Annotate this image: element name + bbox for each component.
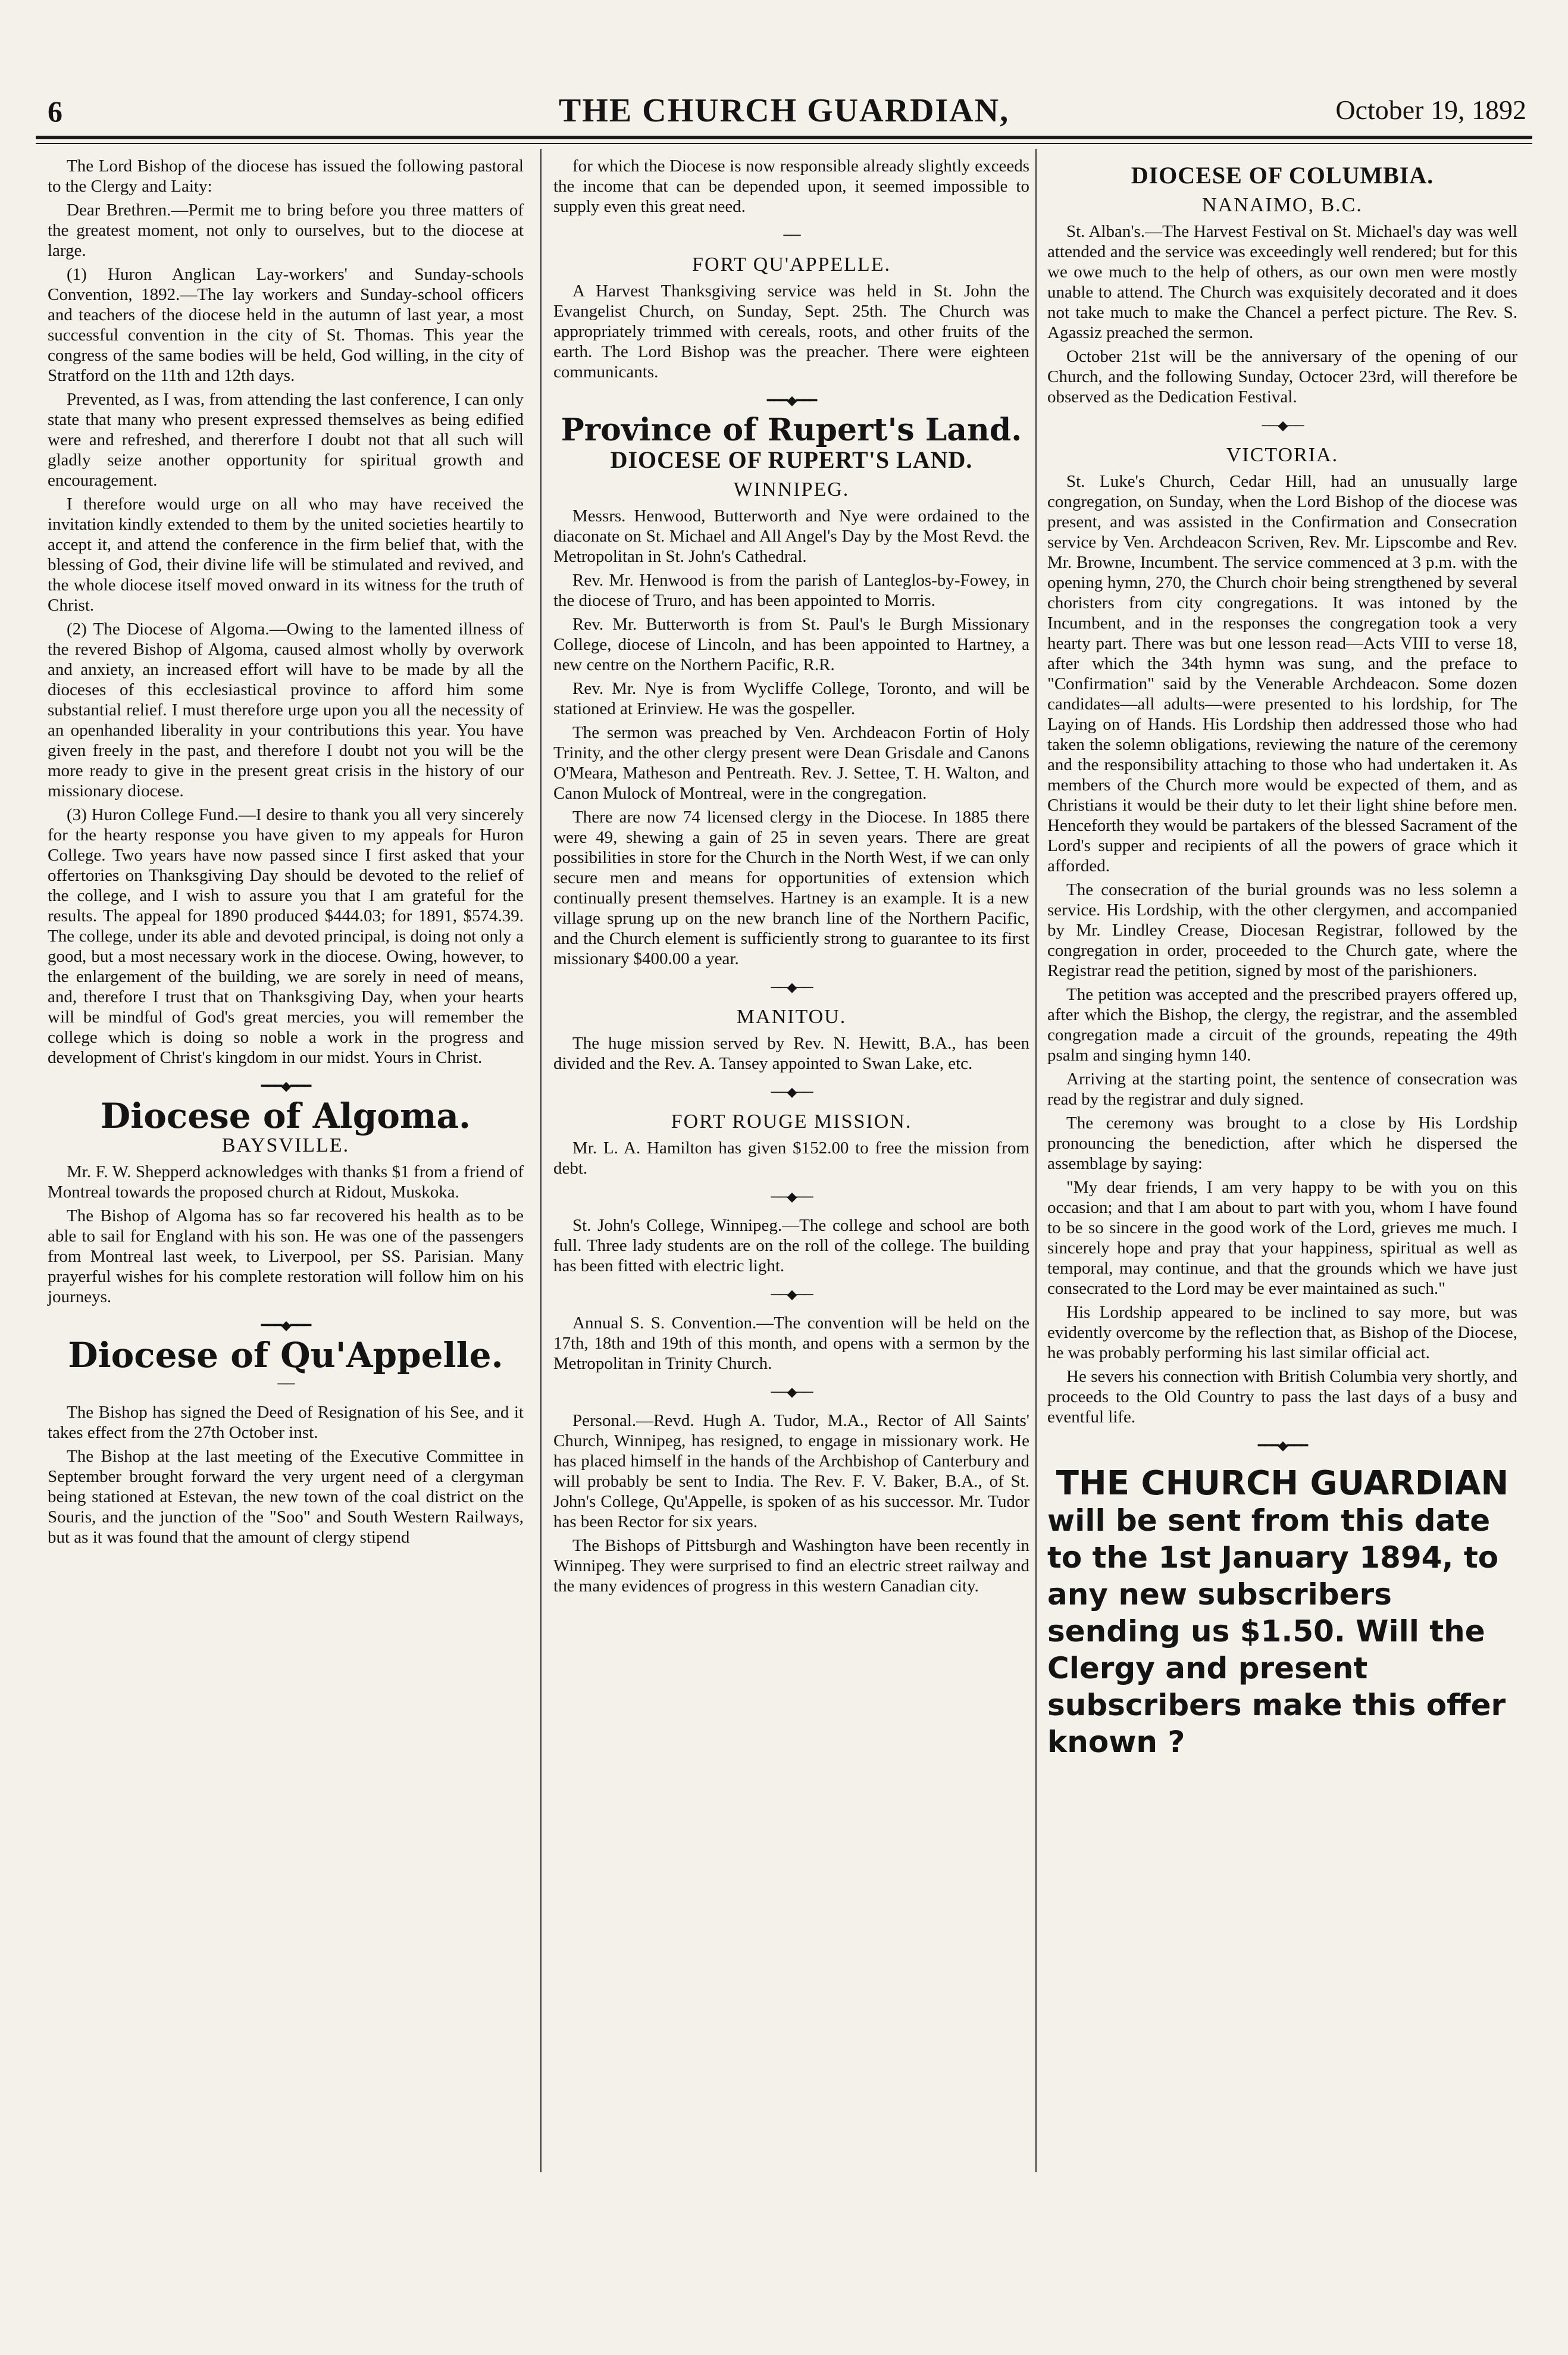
article-paragraph: October 21st will be the anniversary of the opening of our Church, and the following Sunday, Octocer 23rd, will therefore be observed as the Dedication Festival. bbox=[1047, 347, 1517, 406]
issue-date: October 19, 1892 bbox=[1335, 95, 1526, 125]
ornament-divider: ━━━◆━━━ bbox=[1257, 1438, 1307, 1453]
article-paragraph: The Bishops of Pittsburgh and Washington have been recently in Winnipeg. They were surprised to find an electric street railway and the many evidences of progress in this western Canadian city. bbox=[553, 1536, 1029, 1596]
subheading-fort-rouge: FORT ROUGE MISSION. bbox=[671, 1111, 912, 1133]
subheading-victoria: VICTORIA. bbox=[1226, 444, 1339, 466]
article-paragraph: The petition was accepted and the prescribed prayers offered up, after which the Bishop, the clergy, the registrar, and the assembled congregation made a circuit of the grounds, repeating the 49th psalm and singing hymn 140. bbox=[1047, 985, 1517, 1065]
article-paragraph: St. Luke's Church, Cedar Hill, had an unusually large congregation, on Sunday, when the Lord Bishop of the diocese was present, and was assisted in the Confirmation and Consecration service by Ven. Archdeacon Scriven, Rev. Mr. Lipscombe and Rev. Mr. Browne, Incumbent. The service commenced at 3 p.m. with the opening hymn, 270, the Church choir being strengthened by several choristers from city congregations. It was intoned by the Incumbent, and in the responses the congregation took a very hearty part. There was but one lesson read—Acts VIII to verse 18, after which the 34th hymn was sung, and the preface to "Confirmation" said by the Venerable Archdeacon. Some dozen candidates—all adults—were presented to his lordship, for The Laying on of Hands. His Lordship then addressed those who had taken the solemn obligations, reviewing the nature of the ceremony and the responsibility attaching to those who had undertaken it. As members of the Church more would be expected of them, and as Christians it would be their duty to let their light shine before men. Henceforth they would be partakers of the blessed Sacrament of the Lord's supper and recipients of all the powers of grace which it afforded. bbox=[1047, 472, 1517, 875]
section-heading-ruperts-land: DIOCESE OF RUPERT'S LAND. bbox=[610, 446, 973, 473]
column-divider bbox=[1035, 149, 1037, 2172]
article-paragraph: His Lordship appeared to be inclined to say more, but was evidently overcome by the reflection that, as Bishop of the Diocese, he was probably performing his last similar official act. bbox=[1047, 1303, 1517, 1362]
subheading-manitou: MANITOU. bbox=[736, 1006, 847, 1028]
column-divider bbox=[540, 149, 542, 2172]
ornament-divider: ──◆── bbox=[771, 1287, 812, 1302]
newspaper-title: THE CHURCH GUARDIAN, bbox=[558, 92, 1010, 129]
ornament-divider: ──◆── bbox=[771, 1189, 812, 1204]
ornament-divider: ──◆── bbox=[1262, 418, 1303, 433]
subscription-advertisement bbox=[1047, 1465, 1517, 1760]
article-paragraph: The ceremony was brought to a close by His Lordship pronouncing the benediction, after which he dispersed the assemblage by saying: bbox=[1047, 1114, 1517, 1173]
article-paragraph: I therefore would urge on all who may have received the invitation kindly extended to them by the united societies heartily to accept it, and attend the conference in the firm belief that, with the blessing of God, their divine life will be stimulated and revived, and the whole diocese itself moved onward in its witness for the truth of Christ. bbox=[48, 495, 524, 615]
article-paragraph: There are now 74 licensed clergy in the Diocese. In 1885 there were 49, shewing a gain of 25 in seven years. There are great possibilities in store for the Church in the North West, if we can only secure men and means for opportunities of extension which continually present themselves. Hartney is an example. It is a new village sprung up on the new branch line of the Northern Pacific, and the Church element is sufficiently strong to guarantee to its first missionary $400.00 a year. bbox=[553, 808, 1029, 968]
ornament-divider: ──◆── bbox=[771, 980, 812, 994]
article-paragraph: St. John's College, Winnipeg.—The college and school are both full. Three lady students are on the roll of the college. The building has been fitted with electric light. bbox=[553, 1216, 1029, 1275]
masthead-rule-thin bbox=[36, 143, 1532, 144]
ornament-divider: ━━━◆━━━ bbox=[261, 1318, 311, 1333]
ornament-divider: ── bbox=[783, 227, 800, 242]
subheading-baysville: BAYSVILLE. bbox=[221, 1134, 350, 1156]
article-paragraph: Rev. Mr. Nye is from Wycliffe College, Toronto, and will be stationed at Erinview. He was the gospeller. bbox=[553, 679, 1029, 718]
article-paragraph: The huge mission served by Rev. N. Hewitt, B.A., has been divided and the Rev. A. Tansey appointed to Swan Lake, etc. bbox=[553, 1034, 1029, 1073]
article-paragraph: The Bishop at the last meeting of the Executive Committee in September brought forward the very urgent need of a clergyman being stationed at Estevan, the new town of the coal district on the Souris, and the junction of the "Soo" and South Western Railways, but as it was found that the amount of clergy stipend bbox=[48, 1447, 524, 1547]
ad-headline: THE CHURCH GUARDIAN bbox=[1056, 1464, 1509, 1503]
subheading-nanaimo: NANAIMO, B.C. bbox=[1202, 194, 1363, 216]
masthead-rule bbox=[36, 136, 1532, 139]
column-3 bbox=[1047, 156, 1517, 1760]
article-paragraph: Rev. Mr. Butterworth is from St. Paul's le Burgh Missionary College, diocese of Lincoln, and has been appointed to Hartney, a new centre on the Northern Pacific, R.R. bbox=[553, 615, 1029, 674]
article-paragraph: He severs his connection with British Columbia very shortly, and proceeds to the Old Country to pass the last days of a busy and eventful life. bbox=[1047, 1367, 1517, 1427]
section-heading-quappelle: Diocese of Qu'Appelle. bbox=[68, 1335, 503, 1375]
article-paragraph: Mr. F. W. Shepperd acknowledges with thanks $1 from a friend of Montreal towards the proposed church at Ridout, Muskoka. bbox=[48, 1162, 524, 1202]
article-paragraph: Prevented, as I was, from attending the last conference, I can only state that many who present expressed themselves as being edified were and refreshed, and thererfore I doubt not that all such will gladly seize another opportunity for spiritual growth and encouragement. bbox=[48, 390, 524, 490]
article-paragraph: St. Alban's.—The Harvest Festival on St. Michael's day was well attended and the service was exceedingly well rendered; but for this we owe much to the help of others, as our own men were mostly unable to attend. The Church was exquisitely decorated and it does not take much to make the Chancel a perfect picture. The Rev. S. Agassiz preached the sermon. bbox=[1047, 222, 1517, 342]
article-paragraph: (3) Huron College Fund.—I desire to thank you all very sincerely for the hearty response you have given to my appeals for Huron College. Two years have now passed since I first asked that your offertories on Thanksgiving Day should be devoted to the relief of the college, and I wish to assure you that I am grateful for the results. The appeal for 1890 produced $444.03; for 1891, $574.39. The college, under its able and devoted principal, is doing not only a good, but a most necessary work in the diocese. Owing, however, to the enlargement of the building, we are sorely in need of means, and, therefore I trust that on Thanksgiving Day, when your hearts will be mindful of God's great mercies, you will remember the college which is doing so noble a work in the progress and development of Christ's kingdom in our midst. Yours in Christ. bbox=[48, 805, 524, 1067]
ornament-divider: ━━━◆━━━ bbox=[766, 393, 816, 408]
article-paragraph: A Harvest Thanksgiving service was held in St. John the Evangelist Church, on Sunday, Sept. 25th. The Church was appropriately trimmed with cereals, roots, and other fruits of the earth. The Lord Bishop was the preacher. There were eighteen communicants. bbox=[553, 282, 1029, 381]
section-heading-province: Province of Rupert's Land. bbox=[561, 412, 1022, 448]
article-paragraph: (2) The Diocese of Algoma.—Owing to the lamented illness of the revered Bishop of Algoma, caused almost wholly by overwork and anxiety, an increased effort will have to be made by all the dioceses of this ecclesiastical province to afford him some substantial relief. I must therefore urge upon you all the necessity of an openhanded liberality in your contributions this year. You have given freely in the past, and therefore I doubt not you will be the more ready to give in the present great crisis in the history of our missionary diocese. bbox=[48, 620, 524, 800]
newspaper-page bbox=[36, 0, 1532, 2355]
article-paragraph: "My dear friends, I am very happy to be with you on this occasion; and that I am about to part with you, whom I have found to be so sincere in the good work of the Lord, grieves me much. I sincerely hope and pray that your happiness, spiritual as well as temporal, may continue, and that the grounds which we have just consecrated to the Lord may be ever maintained as such." bbox=[1047, 1178, 1517, 1298]
article-paragraph: The consecration of the burial grounds was no less solemn a service. His Lordship, with the other clergymen, and accompanied by Mr. Lindley Crease, Diocesan Registrar, followed by the congregation in order, proceeded to the Church gate, where the Registrar read the petition, signed by most of the parishioners. bbox=[1047, 880, 1517, 980]
article-paragraph: for which the Diocese is now responsible already slightly exceeds the income that can be depended upon, it seemed impossible to supply even this great need. bbox=[553, 157, 1029, 216]
ad-body: will be sent from this date to the 1st January 1894, to any new subscribers sending us $1.50. Will the Clergy and present subscribers make this offer known ? bbox=[1047, 1503, 1506, 1759]
article-paragraph: Personal.—Revd. Hugh A. Tudor, M.A., Rector of All Saints' Church, Winnipeg, has resigned, to engage in missionary work. He has placed himself in the hands of the Archbishop of Canterbury and will probably be sent to India. The Rev. F. V. Baker, B.A., of St. John's College, Qu'Appelle, is spoken of as his successor. Mr. Tudor has been Rector for six years. bbox=[553, 1411, 1029, 1531]
article-paragraph: (1) Huron Anglican Lay-workers' and Sunday-schools Convention, 1892.—The lay workers and Sunday-school officers and teachers of the diocese held in the autumn of last year, a most successful convention in the city of St. Thomas. This year the congress of the same bodies will be held, God willing, in the city of Stratford on the 11th and 12th days. bbox=[48, 265, 524, 385]
ornament-divider: ── bbox=[277, 1376, 294, 1391]
ornament-divider: ━━━◆━━━ bbox=[261, 1078, 311, 1093]
page-number: 6 bbox=[48, 95, 62, 128]
ornament-divider: ──◆── bbox=[771, 1084, 812, 1099]
article-paragraph: Arriving at the starting point, the sentence of consecration was read by the registrar and duly signed. bbox=[1047, 1069, 1517, 1109]
article-paragraph: The sermon was preached by Ven. Archdeacon Fortin of Holy Trinity, and the other clergy present were Dean Grisdale and Canons O'Meara, Matheson and Pentreath. Rev. J. Settee, T. H. Walton, and Canon Mulock of Montreal, were in the congregation. bbox=[553, 723, 1029, 803]
article-paragraph: The Bishop of Algoma has so far recovered his health as to be able to sail for England with his son. He was one of the passengers from Montreal last week, to Liverpool, per SS. Parisian. Many prayerful wishes for his complete restoration will follow him on his journeys. bbox=[48, 1206, 524, 1306]
column-1 bbox=[48, 156, 524, 1551]
subheading-winnipeg: WINNIPEG. bbox=[733, 478, 850, 501]
article-paragraph: The Bishop has signed the Deed of Resignation of his See, and it takes effect from the 27th October inst. bbox=[48, 1403, 524, 1442]
article-paragraph: Rev. Mr. Henwood is from the parish of Lanteglos-by-Fowey, in the diocese of Truro, and has been appointed to Morris. bbox=[553, 571, 1029, 610]
subheading-fort-quappelle: FORT QU'APPELLE. bbox=[692, 254, 891, 276]
article-paragraph: The Lord Bishop of the diocese has issued the following pastoral to the Clergy and Laity: bbox=[48, 157, 524, 196]
article-paragraph: Messrs. Henwood, Butterworth and Nye were ordained to the diaconate on St. Michael and All Angel's Day by the Most Revd. the Metropolitan in St. John's Cathedral. bbox=[553, 506, 1029, 566]
article-paragraph: Annual S. S. Convention.—The convention will be held on the 17th, 18th and 19th of this month, and opens with a sermon by the Metropolitan in Trinity Church. bbox=[553, 1313, 1029, 1373]
article-paragraph: Mr. L. A. Hamilton has given $152.00 to free the mission from debt. bbox=[553, 1139, 1029, 1178]
section-heading-algoma: Diocese of Algoma. bbox=[100, 1096, 471, 1136]
column-2 bbox=[553, 156, 1029, 1600]
masthead bbox=[36, 89, 1532, 132]
ornament-divider: ──◆── bbox=[771, 1384, 812, 1399]
article-paragraph: Dear Brethren.—Permit me to bring before you three matters of the greatest moment, not only to ourselves, but to the diocese at large. bbox=[48, 201, 524, 260]
section-heading-columbia: DIOCESE OF COLUMBIA. bbox=[1131, 162, 1434, 189]
